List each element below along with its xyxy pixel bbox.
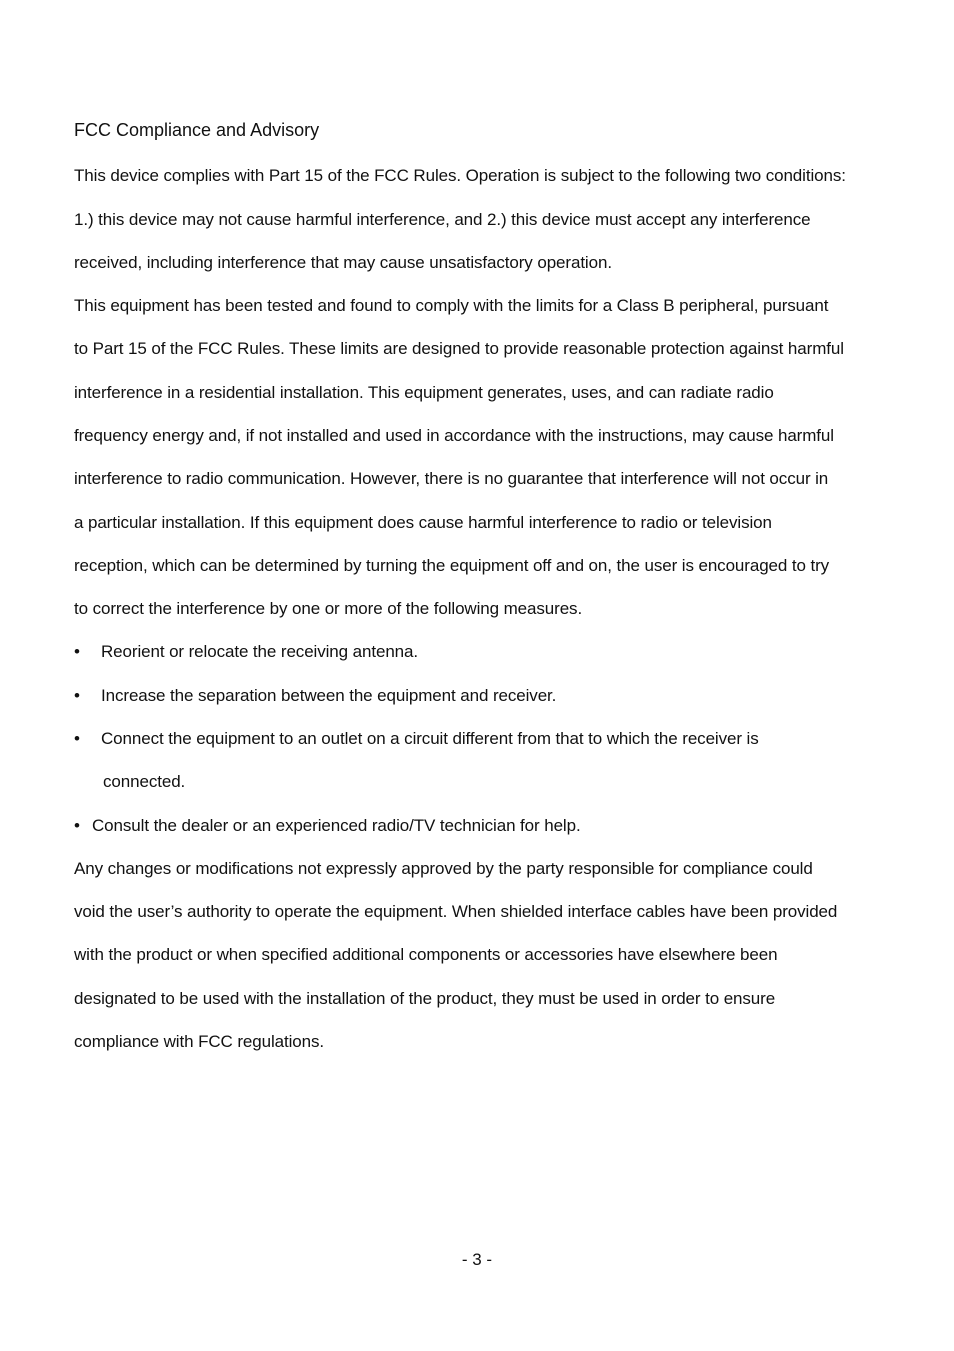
bullet-marker: •	[74, 642, 80, 661]
section-heading: FCC Compliance and Advisory	[74, 120, 320, 140]
bullet-item: Connect the equipment to an outlet on a circuit different from that to which the receiver is	[101, 729, 759, 748]
paragraph-line: Any changes or modifications not expressly approved by the party responsible for compliance could	[74, 859, 813, 878]
bullet-marker: •	[74, 686, 80, 705]
paragraph-line: interference in a residential installation. This equipment generates, uses, and can radiate radio	[74, 383, 774, 402]
paragraph-line: received, including interference that may cause unsatisfactory operation.	[74, 253, 612, 272]
paragraph-line: frequency energy and, if not installed and used in accordance with the instructions, may cause harmful	[74, 426, 834, 445]
paragraph-line: void the user’s authority to operate the equipment. When shielded interface cables have been provided	[74, 902, 838, 921]
bullet-marker: •	[74, 816, 80, 835]
paragraph-line: reception, which can be determined by turning the equipment off and on, the user is encouraged to try	[74, 556, 830, 575]
bullet-item-continuation: connected.	[103, 772, 186, 791]
paragraph-line: This device complies with Part 15 of the FCC Rules. Operation is subject to the following two conditions:	[74, 166, 846, 185]
paragraph-line: to Part 15 of the FCC Rules. These limits are designed to provide reasonable protection against harmful	[74, 339, 844, 358]
paragraph-line: interference to radio communication. However, there is no guarantee that interference will not occur in	[74, 469, 829, 488]
bullet-item: Consult the dealer or an experienced radio/TV technician for help.	[92, 816, 581, 835]
bullet-marker: •	[74, 729, 80, 748]
paragraph-line: This equipment has been tested and found to comply with the limits for a Class B peripheral, pursuant	[74, 296, 829, 315]
bullet-item: Increase the separation between the equipment and receiver.	[101, 686, 557, 705]
paragraph-line: a particular installation. If this equipment does cause harmful interference to radio or television	[74, 513, 772, 532]
paragraph-line: with the product or when specified additional components or accessories have elsewhere been	[74, 945, 778, 964]
paragraph-line: to correct the interference by one or more of the following measures.	[74, 599, 583, 618]
paragraph-line: designated to be used with the installation of the product, they must be used in order to ensure	[74, 989, 776, 1008]
bullet-item: Reorient or relocate the receiving antenna.	[101, 642, 419, 661]
page-number: - 3 -	[461, 1250, 493, 1269]
paragraph-line: compliance with FCC regulations.	[74, 1032, 325, 1051]
paragraph-line: 1.) this device may not cause harmful interference, and 2.) this device must accept any interference	[74, 210, 811, 229]
